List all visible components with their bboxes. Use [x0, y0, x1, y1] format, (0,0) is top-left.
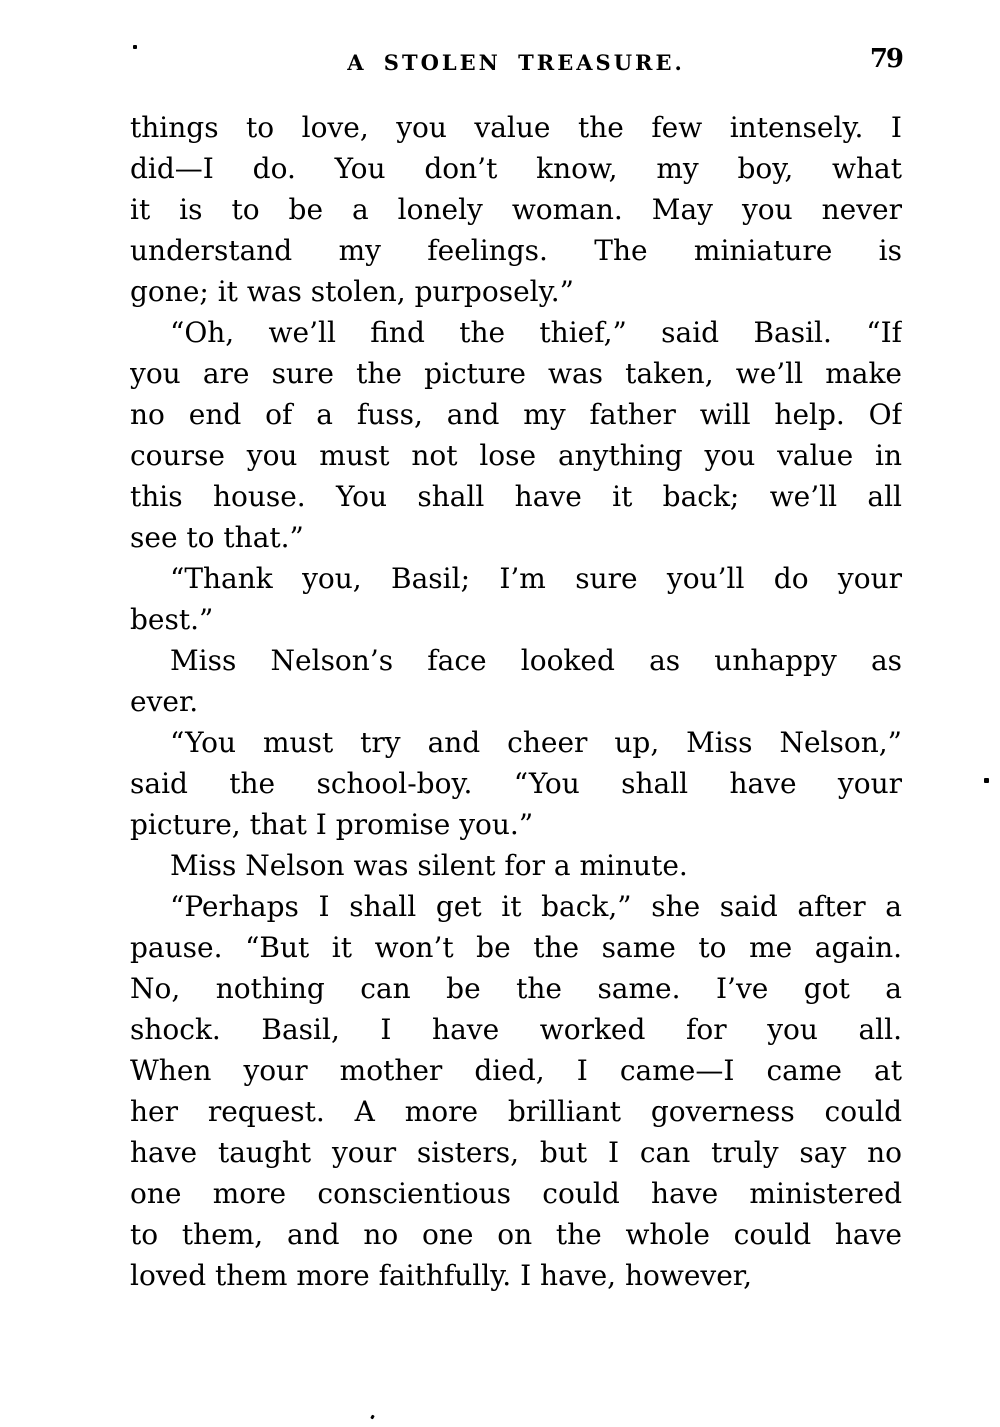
text-line: shock. Basil, I have worked for you all. [130, 1013, 902, 1046]
text-line: have taught your sisters, but I can truly say no [130, 1136, 902, 1169]
text-line: this house. You shall have it back; we’ll all [130, 480, 902, 513]
text-line: no end of a fuss, and my father will help. Of [130, 398, 902, 431]
paragraph [130, 107, 902, 312]
scan-artifact [133, 45, 137, 49]
page-number: 79 [869, 44, 902, 74]
paragraph [130, 722, 902, 845]
text-line: “Thank you, Basil; I’m sure you’ll do your [170, 562, 902, 595]
text-line: understand my feelings. The miniature is [130, 234, 902, 267]
running-title: A STOLEN TREASURE. [347, 50, 685, 75]
paragraph [130, 312, 902, 558]
text-line: pause. “But it won’t be the same to me again. [130, 931, 902, 964]
text-line: course you must not lose anything you value in [130, 439, 902, 472]
text-line: No, nothing can be the same. I’ve got a [130, 972, 902, 1005]
text-line: When your mother died, I came—I came at [130, 1054, 902, 1087]
text-line: see to that.” [130, 521, 304, 554]
text-line: gone; it was stolen, purposely.” [130, 275, 574, 308]
text-line: best.” [130, 603, 214, 636]
text-line: it is to be a lonely woman. May you never [130, 193, 902, 226]
text-line: her request. A more brilliant governess could [130, 1095, 902, 1128]
paragraph [130, 845, 902, 886]
page-header [130, 44, 902, 82]
paragraph [130, 886, 902, 1296]
text-line: “Oh, we’ll find the thief,” said Basil. “If [170, 316, 902, 349]
text-line: to them, and no one on the whole could have [130, 1218, 902, 1251]
paragraph [130, 558, 902, 640]
text-line: things to love, you value the few intensely. I [130, 111, 902, 144]
paragraph [130, 640, 902, 722]
text-line: Miss Nelson’s face looked as unhappy as [170, 644, 902, 677]
text-line: “You must try and cheer up, Miss Nelson,” [170, 726, 902, 759]
text-line: one more conscientious could have ministered [130, 1177, 902, 1210]
text-line: loved them more faithfully. I have, however, [130, 1259, 753, 1292]
text-line: Miss Nelson was silent for a minute. [170, 849, 688, 882]
text-line: “Perhaps I shall get it back,” she said after a [170, 890, 902, 923]
text-line: you are sure the picture was taken, we’ll make [130, 357, 902, 390]
text-line: did—I do. You don’t know, my boy, what [130, 152, 902, 185]
text-line: picture, that I promise you.” [130, 808, 534, 841]
text-line: ever. [130, 685, 199, 718]
scan-artifact [984, 778, 989, 783]
text-block [130, 107, 902, 1296]
scan-artifact [370, 1415, 375, 1420]
text-line: said the school-boy. “You shall have your [130, 767, 902, 800]
